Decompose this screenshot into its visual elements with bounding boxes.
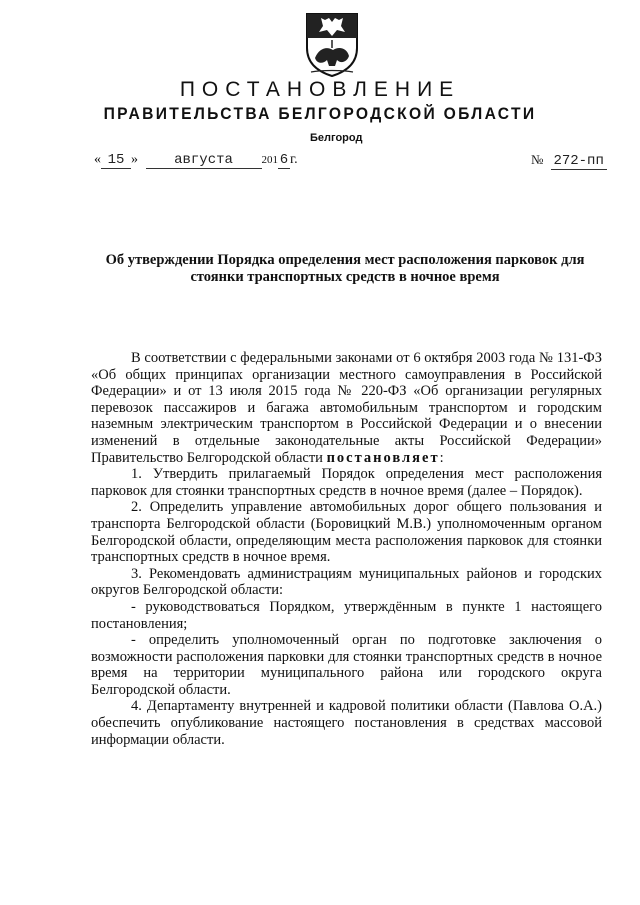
city-name: Белгород xyxy=(310,132,363,144)
paragraph-item-3: 3. Рекомендовать администрациям муниципальных районов и городских округов Белгородской области: xyxy=(91,565,602,599)
decree-word: постановляет xyxy=(326,449,440,466)
date-month: августа xyxy=(146,152,262,169)
paragraph-item-3b: - определить уполномоченный орган по подготовке заключения о возможности расположения парковки для стоянки транспортных средств в ночное время на территории муниципального района или городского округа Белгородской области. xyxy=(91,632,602,698)
document-number xyxy=(531,152,607,170)
paragraph-item-3a: - руководствоваться Порядком, утверждённым в пункте 1 настоящего постановления; xyxy=(91,598,602,632)
document-type-title: ПОСТАНОВЛЕНИЕ xyxy=(179,78,461,101)
date-quote-close: » xyxy=(131,152,138,167)
date-year-prefix: 201 xyxy=(261,154,278,166)
document-body xyxy=(91,350,602,748)
number-value: 272-пп xyxy=(551,153,607,170)
document-heading: Об утверждении Порядка определения мест расположения парковок для стоянки транспортных средств в ночное время xyxy=(105,252,585,285)
number-label: № xyxy=(531,152,544,167)
document-date xyxy=(94,152,298,169)
paragraph-item-2: 2. Определить управление автомобильных дорог общего пользования и транспорта Белгородской области (Боровицкий М.В.) уполномоченным органом Белгородской области, определяющим места расположения парковок для стоянки транспортных средств в ночное время. xyxy=(91,499,602,566)
date-day: 15 xyxy=(101,152,131,169)
issuing-authority: ПРАВИТЕЛЬСТВА БЕЛГОРОДСКОЙ ОБЛАСТИ xyxy=(103,104,537,123)
paragraph-item-1: 1. Утвердить прилагаемый Порядок определения мест расположения парковок для стоянки транспортных средств в ночное время (далее – Порядок). xyxy=(91,466,602,499)
decree-colon: : xyxy=(439,449,444,466)
paragraph-item-4: 4. Департаменту внутренней и кадровой политики области (Павлова О.А.) обеспечить опубликование настоящего постановления в средствах массовой информации области. xyxy=(91,698,602,748)
date-quote-open: « xyxy=(94,152,101,167)
date-year-suffix: 6 xyxy=(279,152,289,168)
belgorod-coat-of-arms-icon xyxy=(303,8,361,78)
paragraph-intro xyxy=(91,350,602,466)
date-year-unit: г. xyxy=(290,152,298,167)
intro-text: В соответствии с федеральными законами от 6 октября 2003 года № 131-ФЗ «Об общих принципах организации местного самоуправления в Российской Федерации» и от 13 июля 2015 года № 220-ФЗ «Об организации регулярных перевозок пассажиров и багажа автомобильным транспортом и городским наземным электрическим транспортом в Российской Федерации и о внесении изменений в отдельные законодательные акты Российской Федерации» Правительство Белгородской области xyxy=(91,350,602,466)
